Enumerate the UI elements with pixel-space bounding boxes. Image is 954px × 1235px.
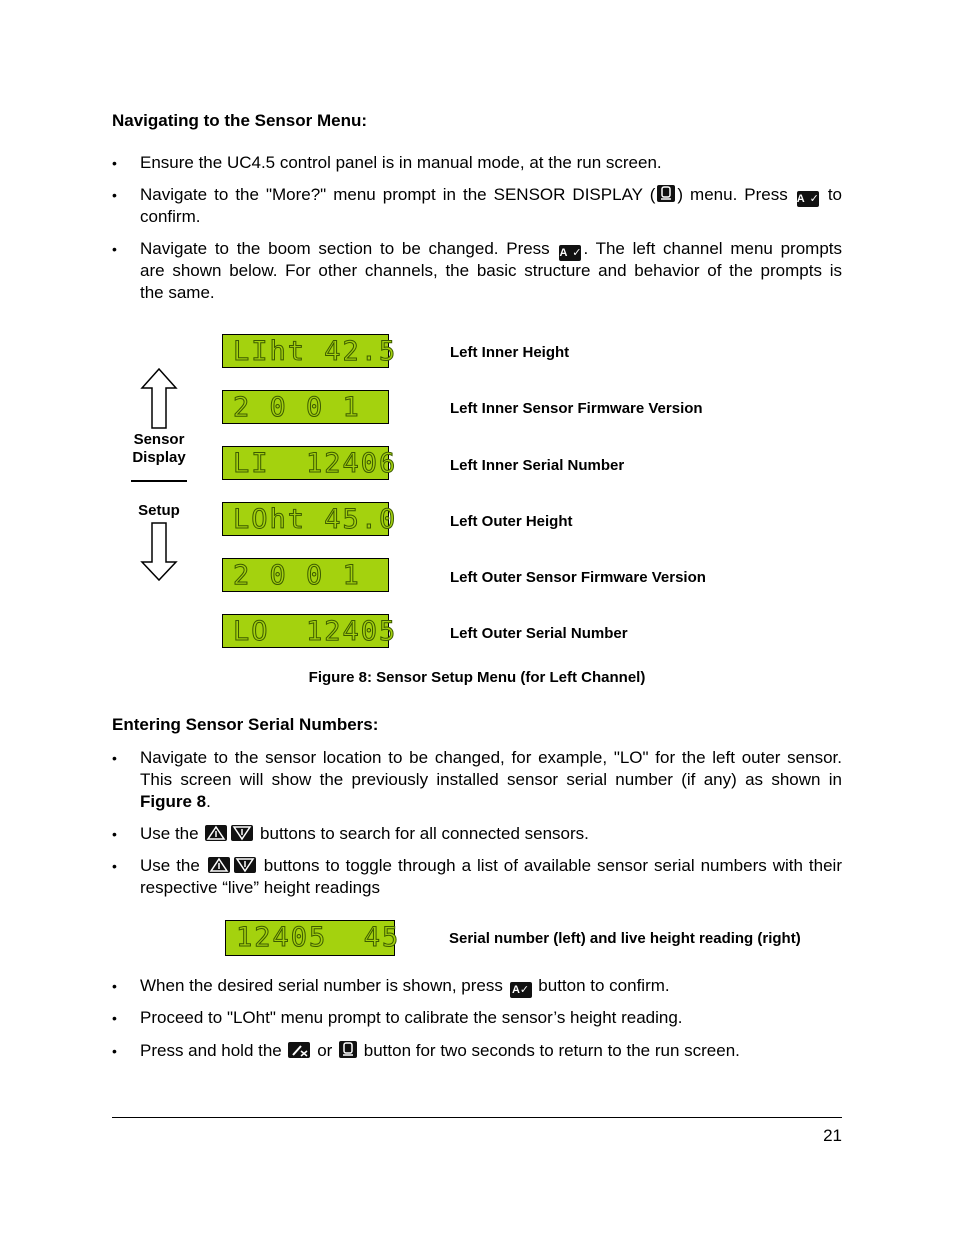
bullet-text-continuation: Figure 8. bbox=[140, 792, 211, 811]
sensor-display-key-icon bbox=[657, 185, 675, 202]
bullet-text-continuation: respective “live” height readings bbox=[140, 878, 381, 897]
lcd-label: Left Inner Height bbox=[450, 344, 570, 361]
figure-caption: Figure 8: Sensor Setup Menu (for Left Channel) bbox=[308, 669, 646, 686]
lcd-screen: LI 12406 bbox=[222, 446, 389, 480]
lcd-screen: LO 12405 bbox=[222, 614, 389, 648]
up-key-icon bbox=[205, 825, 227, 841]
up-key-icon bbox=[208, 857, 230, 873]
bullet-text-continuation: the same. bbox=[140, 283, 215, 302]
live-lcd-label: Serial number (left) and live height reading (right) bbox=[449, 930, 801, 947]
down-key-icon bbox=[231, 825, 253, 841]
section-heading-navigating: Navigating to the Sensor Menu: bbox=[112, 111, 368, 130]
bullet-text: Use the buttons to search for all connected sensors. bbox=[140, 824, 589, 843]
sensor-display-key-icon bbox=[339, 1041, 357, 1058]
bullet-text-continuation: This screen will show the previously installed sensor serial number (if any) as shown in bbox=[140, 770, 842, 789]
bullet-text: Proceed to "LOht" menu prompt to calibrate the sensor’s height reading. bbox=[140, 1008, 683, 1027]
bullet-text: Navigate to the sensor location to be changed, for example, "LO" for the left outer sensor. bbox=[140, 748, 842, 767]
bullet-text: Use the buttons to toggle through a list of available sensor serial numbers with their bbox=[140, 856, 842, 875]
confirm-key-icon: A✓ bbox=[559, 247, 582, 259]
bullet-text: When the desired serial number is shown, press A✓ button to confirm. bbox=[140, 976, 670, 996]
section-heading-entering: Entering Sensor Serial Numbers: bbox=[112, 715, 379, 734]
bullet: • bbox=[112, 826, 117, 842]
lcd-label: Left Outer Height bbox=[450, 513, 573, 530]
confirm-key-icon: A✓ bbox=[796, 193, 819, 205]
figure-divider bbox=[131, 480, 187, 482]
lcd-screen: LIht 42.5 bbox=[222, 334, 389, 368]
bullet: • bbox=[112, 750, 117, 766]
bullet: • bbox=[112, 241, 117, 257]
lcd-screen: 2 0 0 1 bbox=[222, 390, 389, 424]
bullet-text: Navigate to the boom section to be changed. Press A✓ . The left channel menu prompts bbox=[140, 239, 842, 259]
page-number: 21 bbox=[823, 1126, 842, 1145]
lcd-screen: LOht 45.0 bbox=[222, 502, 389, 536]
bullet: • bbox=[112, 155, 117, 171]
lcd-screen: 2 0 0 1 bbox=[222, 558, 389, 592]
lcd-label: Left Outer Serial Number bbox=[450, 625, 628, 642]
bullet-text: Press and hold the or button for two seconds to return to the run screen. bbox=[140, 1041, 740, 1060]
bullet-text: Navigate to the "More?" menu prompt in the SENSOR DISPLAY ( ) menu. Press A✓ to bbox=[140, 185, 842, 205]
bullet: • bbox=[112, 978, 117, 994]
up-arrow-icon bbox=[140, 368, 178, 430]
sensor-display-label: Sensor Display bbox=[132, 431, 186, 466]
lcd-screen-live: 12405 45 bbox=[225, 920, 395, 956]
confirm-key-icon: A✓ bbox=[510, 982, 532, 998]
bullet: • bbox=[112, 858, 117, 874]
lcd-label: Left Outer Sensor Firmware Version bbox=[450, 569, 706, 586]
edit-cancel-key-icon bbox=[288, 1042, 310, 1058]
bullet: • bbox=[112, 1010, 117, 1026]
lcd-label: Left Inner Serial Number bbox=[450, 457, 625, 474]
bullet: • bbox=[112, 1043, 117, 1059]
down-key-icon bbox=[234, 857, 256, 873]
bullet-text: Ensure the UC4.5 control panel is in manual mode, at the run screen. bbox=[140, 153, 662, 172]
down-arrow-icon bbox=[140, 522, 178, 582]
lcd-label: Left Inner Sensor Firmware Version bbox=[450, 400, 703, 417]
footer-divider bbox=[112, 1117, 842, 1118]
setup-label: Setup bbox=[138, 502, 180, 519]
bullet: • bbox=[112, 187, 117, 203]
bullet-text-continuation: confirm. bbox=[140, 207, 201, 226]
bullet-text-continuation: are shown below. For other channels, the basic structure and behavior of the prompts is bbox=[140, 261, 842, 280]
